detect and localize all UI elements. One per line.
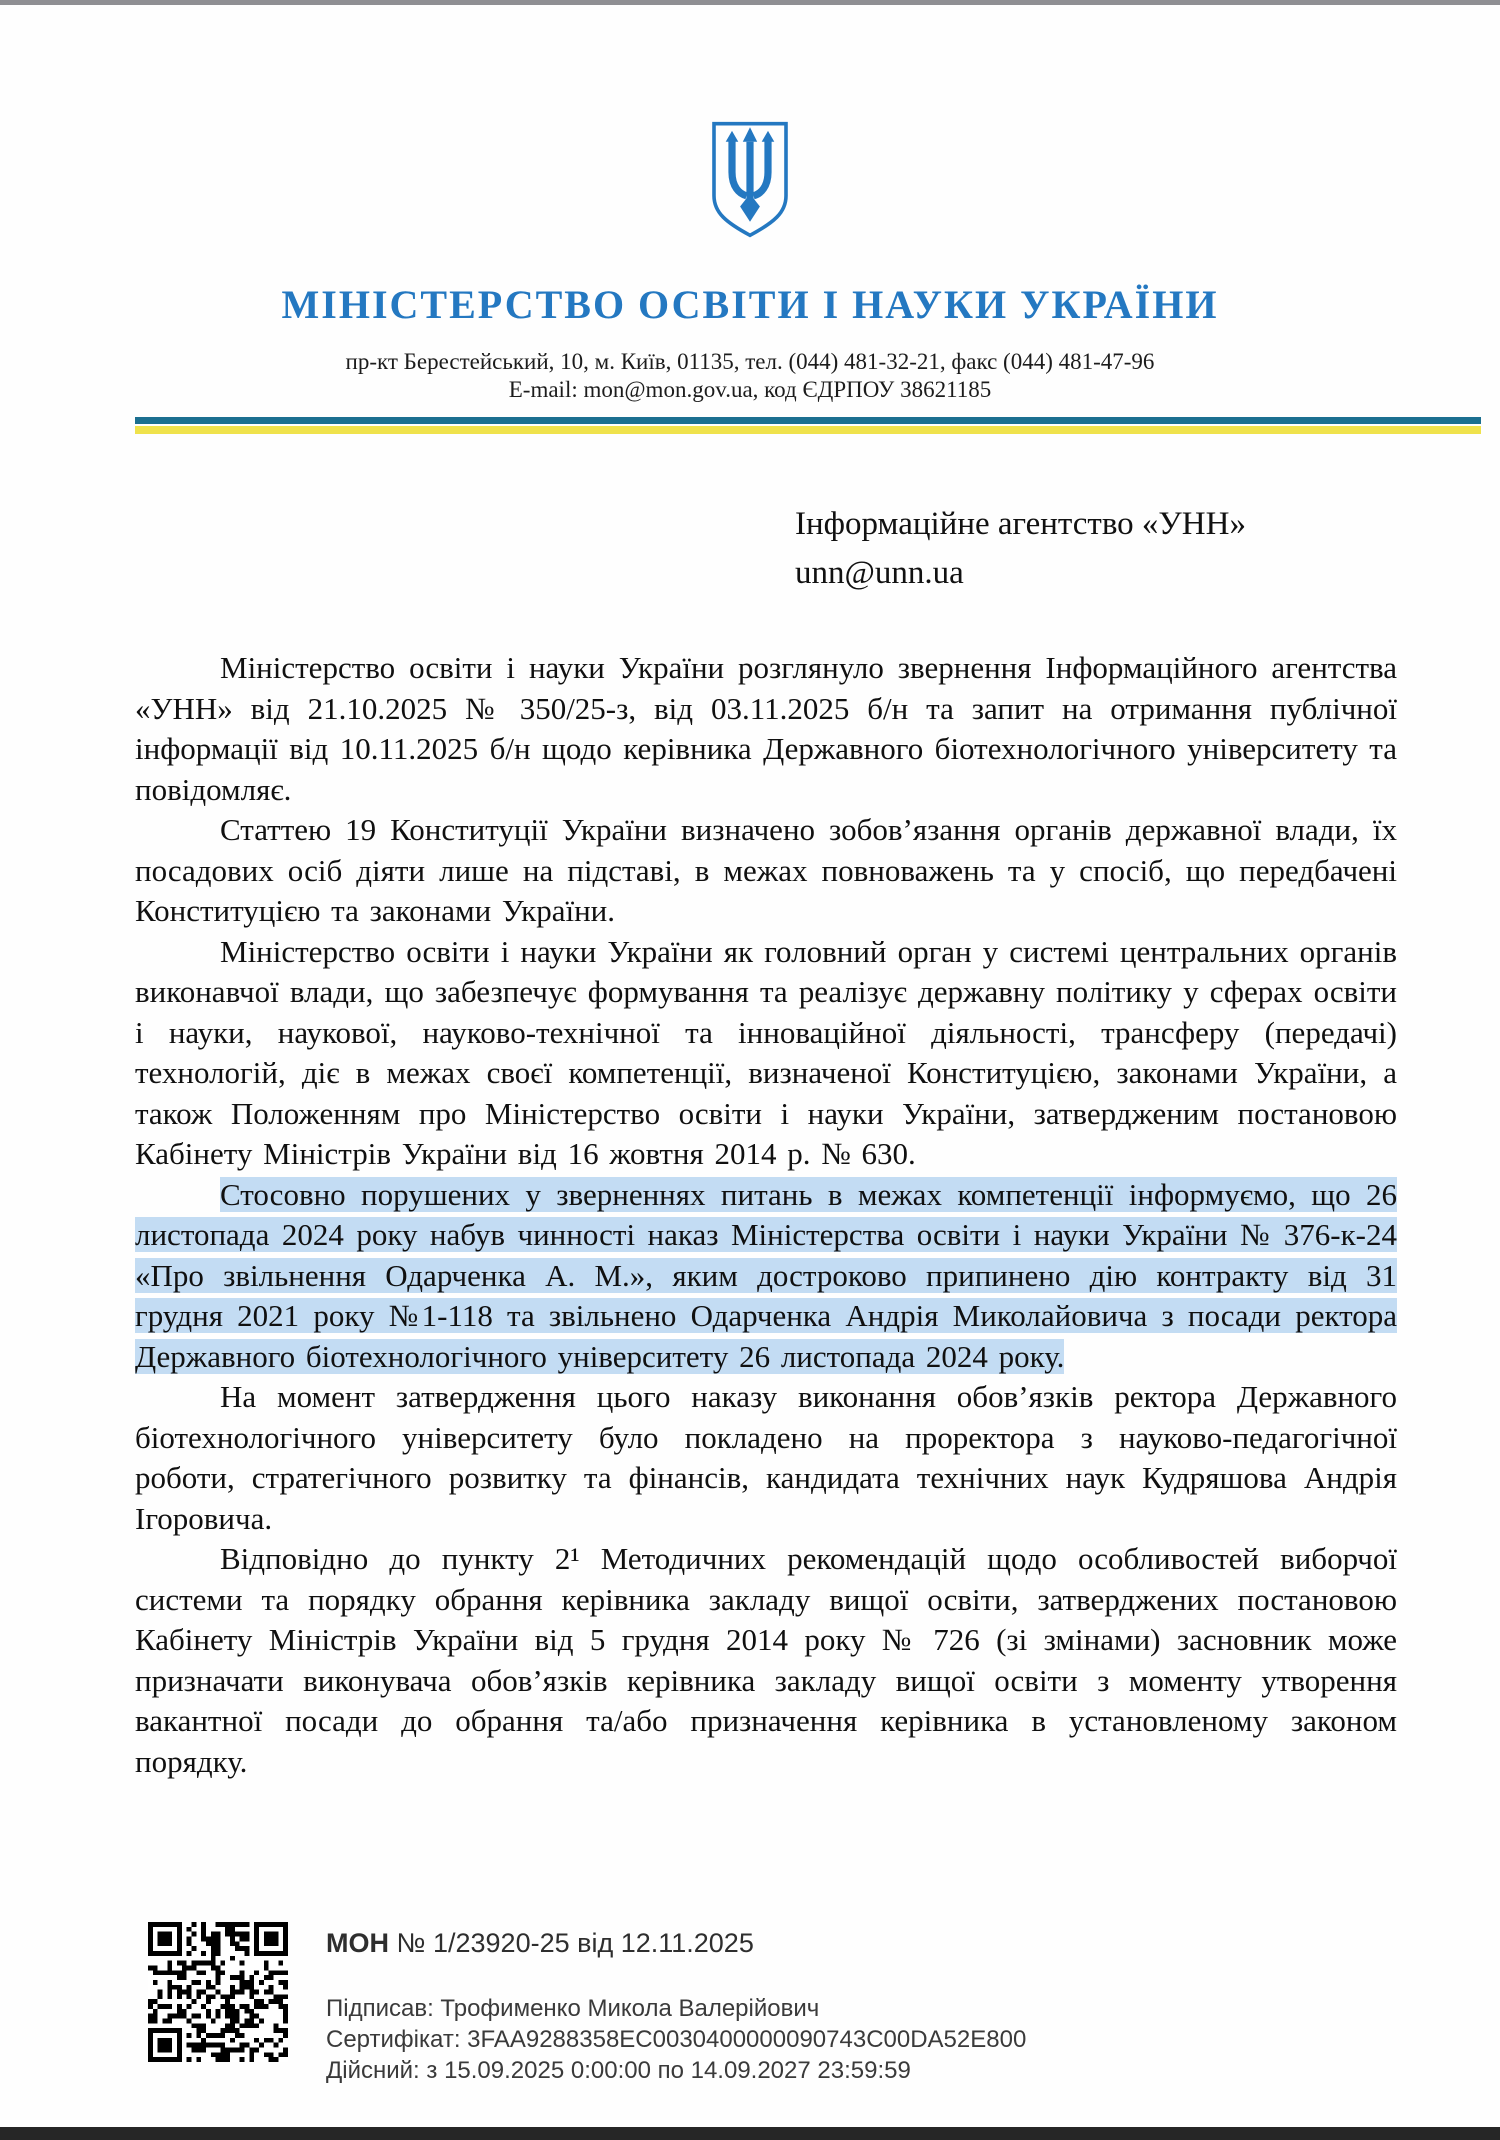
- letterhead-address: пр-кт Берестейський, 10, м. Київ, 01135, тел. (044) 481-32-21, факс (044) 481-47-96: [345, 349, 1155, 374]
- paragraph-acting-rector: На момент затвердження цього наказу виконання обов’язків ректора Державного біотехнологічного університету було покладено на проректора з науково-педагогічної роботи, стратегічного розвитку та фінансів, кандидата технічних наук Кудряшова Андрія Ігоровича.: [135, 1379, 1397, 1536]
- ministry-title: МІНІСТЕРСТВО ОСВІТИ І НАУКИ УКРАЇНИ: [281, 282, 1219, 327]
- recipient-email: unn@unn.ua: [795, 555, 964, 591]
- flag-divider: [135, 417, 1481, 434]
- signature-details: [326, 1922, 1026, 2086]
- flag-stripe-yellow: [135, 426, 1481, 434]
- signer-line: Підписав: Трофименко Микола Валерійович: [326, 1995, 820, 2022]
- qr-code: [148, 1922, 288, 2062]
- flag-stripe-blue: [135, 417, 1481, 424]
- recipient-block: [795, 500, 1246, 598]
- letterhead-contact: E-mail: mon@mon.gov.ua, код ЄДРПОУ 38621185: [508, 377, 992, 402]
- certificate-line: Сертифікат: 3FAA9288358EC0030400000090743C00DA52E800: [326, 2026, 1027, 2053]
- recipient-name: Інформаційне агентство «УНН»: [795, 506, 1246, 542]
- paragraph-mandate: Міністерство освіти і науки України як головний орган у системі центральних органів виконавчої влади, що забезпечує формування та реалізує державну політику у сферах освіти і науки, наукової, науково-технічної та інноваційної діяльності, трансферу (передачі) технологій, діє в межах своєї компетенції, визначеної Конституцією, законами України, а також Положенням про Міністерство освіти і науки України, затвердженим постановою Кабінету Міністрів України від 16 жовтня 2014 р. № 630.: [135, 933, 1397, 1171]
- doc-ref-org: МОН: [326, 1928, 389, 1958]
- letter-body: [135, 648, 1397, 1782]
- paragraph-intro: Міністерство освіти і науки України розглянуло звернення Інформаційного агентства «УНН» від 21.10.2025 № 350/25-з, від 03.11.2025 б/н та запит на отримання публічної інформації від 10.11.2025 б/н щодо керівника Державного біотехнологічного університету та повідомляє.: [135, 650, 1397, 807]
- paragraph-highlighted: [135, 1175, 1397, 1378]
- bottom-edge-bar: [0, 2127, 1500, 2140]
- highlighted-text: Стосовно порушених у зверненнях питань в межах компетенції інформуємо, що 26 листопада 2024 року набув чинності наказ Міністерства освіти і науки України № 376-к-24 «Про звільнення Одарченка А. М.», яким достроково припинено дію контракту від 31 грудня 2021 року №1-118 та звільнено Одарченка Андрія Миколайовича з посади ректора Державного біотехнологічного університету 26 листопада 2024 року.: [135, 1176, 1397, 1374]
- document-reference: [326, 1928, 1026, 1959]
- doc-ref-number: № 1/23920-25 від 12.11.2025: [396, 1928, 754, 1958]
- top-edge-bar: [0, 0, 1500, 5]
- validity-line: Дійсний: з 15.09.2025 0:00:00 по 14.09.2027 23:59:59: [326, 2057, 911, 2084]
- signature-block: [148, 1922, 1026, 2086]
- paragraph-regulations: Відповідно до пункту 2¹ Методичних рекомендацій щодо особливостей виборчої системи та порядку обрання керівника закладу вищої освіти, затверджених постановою Кабінету Міністрів України від 5 грудня 2014 року № 726 (зі змінами) засновник може призначати виконувача обов’язків керівника закладу вищої освіти з моменту утворення вакантної посади до обрання та/або призначення керівника в установленому законом порядку.: [135, 1541, 1397, 1779]
- ukraine-trident-emblem: [0, 120, 1500, 244]
- paragraph-article19: Статтею 19 Конституції України визначено зобов’язання органів державної влади, їх посадових осіб діяти лише на підставі, в межах повноважень та у спосіб, що передбачені Конституцією та законами України.: [135, 812, 1397, 928]
